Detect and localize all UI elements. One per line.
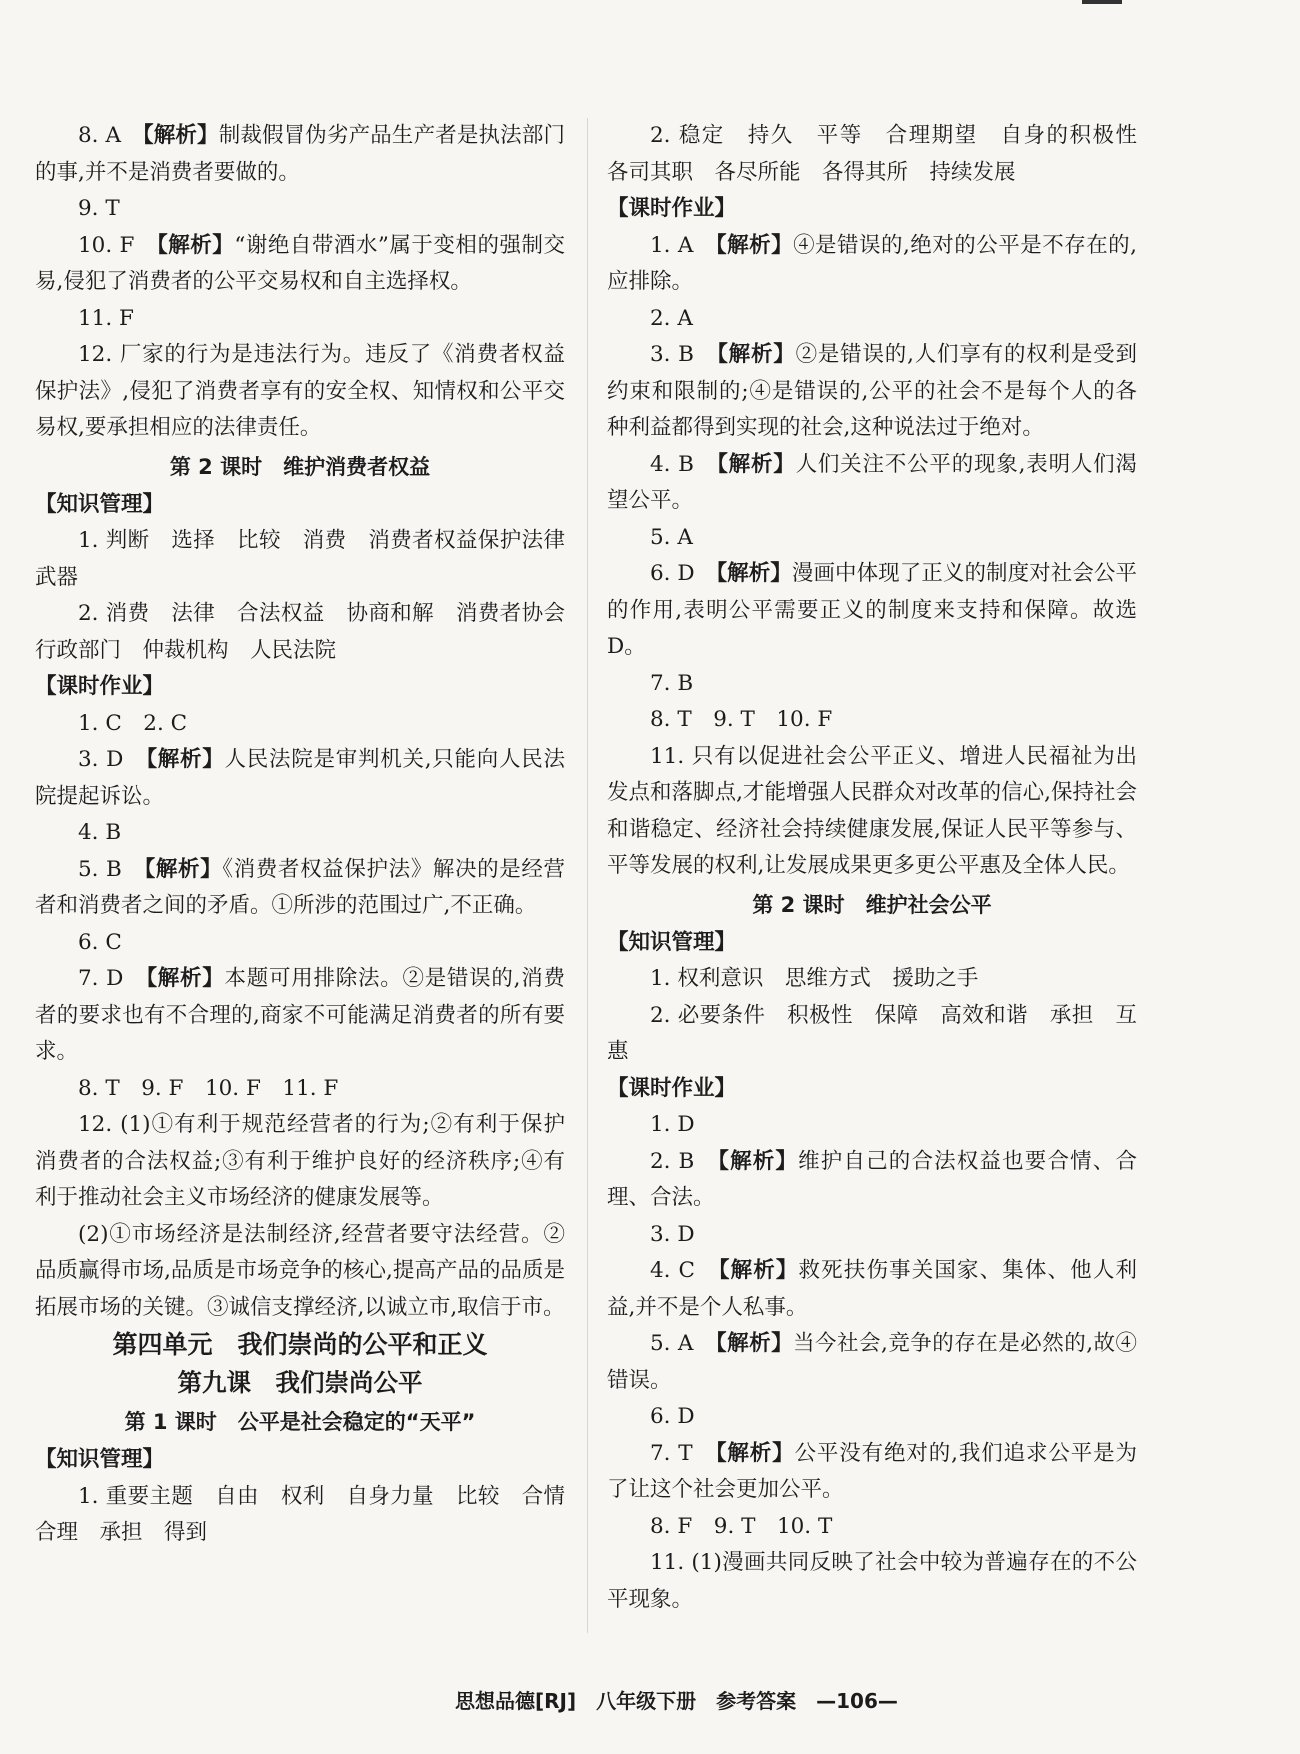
analysis-tag: 【解析】 [142, 123, 219, 148]
answer-item [607, 961, 1137, 998]
answer-item [607, 1107, 1137, 1144]
answer-item [607, 1436, 1137, 1509]
answer-item [35, 1217, 565, 1327]
analysis-tag: 【解析】 [157, 232, 235, 258]
answer-text: 12. (1)①有利于规范经营者的行为;②有利于保护消费者的合法权益;③有利于维护良好的经济秩序;④有利于推动社会主义市场经济的健康发展等。 [35, 1112, 565, 1210]
answer-text: 8. T 9. T 10. F [650, 707, 833, 732]
answer-text: 本题可用排除法。②是错误的,消费者的要求也有不合理的,商家不可能满足消费者的所有要求。 [35, 966, 565, 1064]
answer-label: 4. B [650, 451, 694, 477]
answer-item [607, 1509, 1137, 1546]
analysis-tag: 【解析】 [715, 1440, 795, 1466]
answer-text: 9. T [78, 196, 120, 221]
answer-text: 维护自己的合法权益也要合情、合理、合法。 [607, 1148, 1137, 1210]
answer-item [35, 118, 565, 191]
answer-item [35, 337, 565, 447]
section-tag: 【知识管理】 [35, 491, 165, 517]
answer-item [607, 228, 1137, 301]
answer-text: 4. B [78, 820, 122, 845]
section-tag: 【课时作业】 [35, 674, 165, 699]
answer-item [35, 1071, 565, 1108]
answer-item [35, 925, 565, 962]
answer-text: 6. D [650, 1404, 695, 1429]
answer-text: 《消费者权益保护法》解决的是经营者和消费者之间的矛盾。①所涉的范围过广,不正确。 [35, 856, 565, 918]
answer-text: 1. 重要主题 自由 权利 自身力量 比较 合情合理 承担 得到 [35, 1483, 565, 1545]
period-heading: 第 2 课时 维护社会公平 [752, 892, 992, 917]
answer-item [607, 118, 1159, 191]
section-tag: 【课时作业】 [607, 1075, 737, 1101]
answer-text: 救死扶伤事关国家、集体、他人利益,并不是个人私事。 [607, 1258, 1137, 1320]
answer-item [35, 815, 565, 852]
answer-text: 11. F [78, 305, 134, 331]
answer-item [607, 998, 1137, 1071]
answer-text: 1. 判断 选择 比较 消费 消费者权益保护法律武器 [35, 528, 565, 590]
answer-item [607, 447, 1137, 520]
answer-text: 5. A [650, 524, 693, 550]
answer-label: 2. B [650, 1148, 695, 1174]
answer-label: 6. D [650, 561, 695, 586]
answer-label: 3. D [78, 747, 124, 772]
answer-item [607, 1217, 1137, 1254]
answer-text: 制裁假冒伪劣产品生产者是执法部门的事,并不是消费者要做的。 [35, 123, 565, 185]
answer-item [35, 301, 565, 338]
answer-item [607, 556, 1137, 666]
answer-item [607, 1253, 1137, 1326]
answer-item [607, 301, 1137, 338]
answer-text: 漫画中体现了正义的制度对社会公平的作用,表明公平需要正义的制度来支持和保障。故选 D。 [607, 561, 1137, 659]
answer-label: 3. B [650, 342, 694, 367]
answer-item [35, 742, 565, 815]
answer-text: 6. C [78, 929, 122, 955]
answer-text: 人民法院是审判机关,只能向人民法院提起诉讼。 [35, 747, 565, 809]
answer-text: 1. D [650, 1112, 695, 1137]
answer-label: 5. B [78, 856, 122, 882]
analysis-tag: 【解析】 [144, 856, 223, 882]
answer-text: 2. A [650, 305, 693, 331]
unit-heading: 第四单元 我们崇尚的公平和正义 [112, 1330, 488, 1359]
page-footer [455, 1685, 898, 1714]
section-tag: 【知识管理】 [607, 929, 737, 955]
answer-text: 12. 厂家的行为是违法行为。违反了《消费者权益保护法》,侵犯了消费者享有的安全权、知情权和公平交易权,要承担相应的法律责任。 [35, 342, 565, 440]
answer-text: 2. 必要条件 积极性 保障 高效和谐 承担 互惠 [607, 1002, 1137, 1064]
footer-grade: 八年级下册 [596, 1689, 697, 1713]
answer-item [35, 852, 565, 925]
answer-text: 7. B [650, 670, 694, 696]
answer-text: 1. 权利意识 思维方式 援助之手 [650, 966, 979, 991]
answer-label: 7. D [78, 966, 124, 991]
analysis-tag: 【解析】 [718, 1258, 799, 1283]
answer-item [607, 1545, 1137, 1618]
footer-subject: 思想品德[RJ] [455, 1689, 577, 1713]
answer-label: 10. F [78, 232, 135, 258]
answer-text: 3. D [650, 1221, 695, 1247]
answer-item [35, 706, 565, 743]
answer-label: 1. A [650, 232, 694, 258]
answer-text: (2)①市场经济是法制经济,经营者要守法经营。②品质赢得市场,品质是市场竞争的核心,提高产品的品质是拓展市场的关键。③诚信支撑经济,以诚立市,取信于市。 [35, 1221, 565, 1320]
answer-item [607, 739, 1137, 885]
answer-item [35, 1107, 565, 1217]
answer-item [607, 666, 1137, 703]
answer-text: 人们关注不公平的现象,表明人们渴望公平。 [607, 451, 1137, 513]
analysis-tag: 【解析】 [718, 1148, 799, 1174]
answer-item [607, 337, 1137, 447]
left-column [35, 118, 587, 1552]
answer-text: 2. 消费 法律 合法权益 协商和解 消费者协会 行政部门 仲裁机构 人民法院 [35, 601, 587, 663]
column-divider [587, 118, 588, 1633]
analysis-tag: 【解析】 [146, 966, 225, 991]
answer-item [35, 191, 565, 228]
answer-text: ④是错误的,绝对的公平是不存在的,应排除。 [607, 232, 1138, 294]
answer-item [35, 1479, 565, 1552]
answer-label: 8. A [78, 123, 122, 148]
analysis-tag: 【解析】 [146, 747, 225, 772]
section-tag: 【知识管理】 [35, 1447, 165, 1472]
top-edge-mark [1082, 0, 1122, 4]
lesson-heading: 第九课 我们崇尚公平 [177, 1368, 423, 1397]
answer-item [607, 520, 1137, 557]
answer-item [35, 596, 587, 669]
answer-text: 当今社会,竞争的存在是必然的,故④错误。 [607, 1331, 1138, 1393]
answer-text: 1. C 2. C [78, 710, 188, 736]
answer-text: “谢绝自带酒水”属于变相的强制交易,侵犯了消费者的公平交易权和自主选择权。 [35, 232, 565, 294]
analysis-tag: 【解析】 [715, 232, 794, 258]
period-heading: 第 1 课时 公平是社会稳定的“天平” [124, 1410, 476, 1434]
answer-item [35, 228, 565, 301]
footer-section: 参考答案 [716, 1689, 797, 1713]
analysis-tag: 【解析】 [717, 342, 796, 367]
answer-label: 5. A [650, 1331, 694, 1356]
answer-text: 11. 只有以促进社会公平正义、增进人民福祉为出发点和落脚点,才能增强人民群众对改革的信心,保持社会和谐稳定、经济社会持续健康发展,保证人民平等参与、平等发展的权利,让发展成果更多更公平惠及全体人民。 [607, 743, 1137, 878]
answer-item [35, 523, 565, 596]
answer-text: 8. T 9. F 10. F 11. F [78, 1075, 339, 1101]
answer-text: 2. 稳定 持久 平等 合理期望 自身的积极性 各司其职 各尽所能 各得其所 持续发展 [607, 123, 1159, 185]
answer-text: 公平没有绝对的,我们追求公平是为了让这个社会更加公平。 [607, 1440, 1137, 1502]
answer-label: 4. C [650, 1258, 695, 1283]
answer-label: 7. T [650, 1440, 693, 1466]
analysis-tag: 【解析】 [716, 561, 792, 586]
answer-item [607, 702, 1137, 739]
answer-item [607, 1399, 1137, 1436]
period-heading: 第 2 课时 维护消费者权益 [169, 454, 431, 479]
right-column [607, 118, 1159, 1618]
analysis-tag: 【解析】 [715, 1331, 794, 1356]
answer-item [607, 1144, 1137, 1217]
answer-text: 8. F 9. T 10. T [650, 1513, 833, 1539]
analysis-tag: 【解析】 [717, 451, 796, 477]
answer-item [35, 961, 565, 1071]
footer-page-number: —106— [816, 1689, 898, 1713]
section-tag: 【课时作业】 [607, 196, 737, 221]
answer-text: ②是错误的,人们享有的权利是受到约束和限制的;④是错误的,公平的社会不是每个人的各种利益都得到实现的社会,这种说法过于绝对。 [607, 342, 1137, 440]
answer-text: 11. (1)漫画共同反映了社会中较为普遍存在的不公平现象。 [607, 1550, 1137, 1612]
answer-item [607, 1326, 1137, 1399]
